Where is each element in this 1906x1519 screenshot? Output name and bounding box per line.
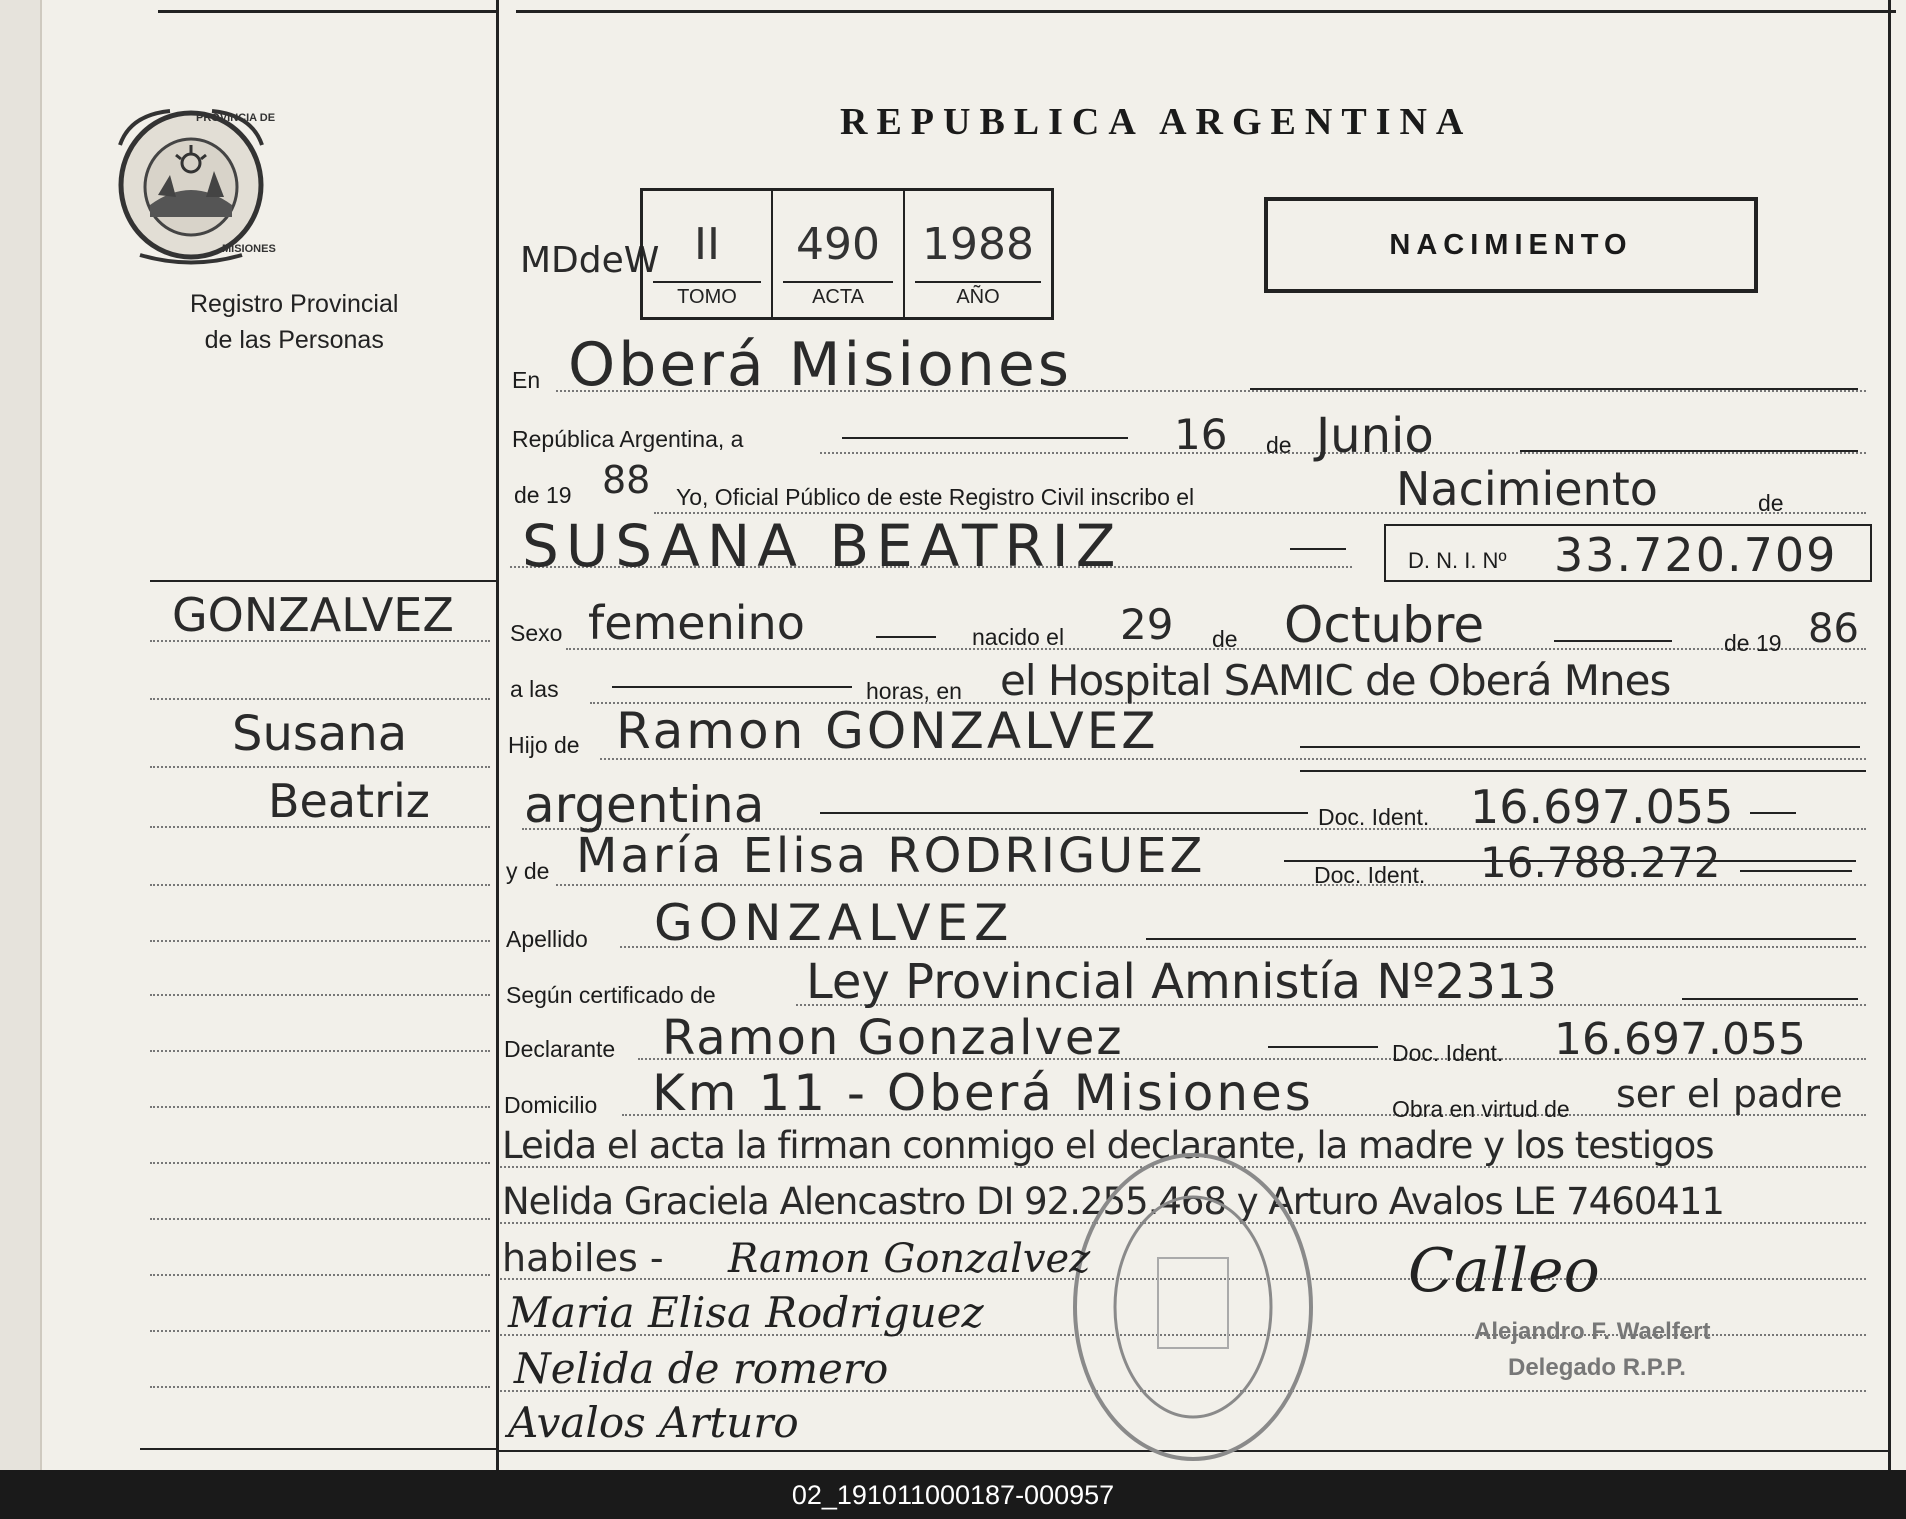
event-value: Nacimiento — [1396, 462, 1658, 516]
signature-mother: Maria Elisa Rodriguez — [508, 1288, 984, 1337]
signature-witness-2: Avalos Arturo — [508, 1398, 799, 1447]
doc-label-1: Doc. Ident. — [1318, 804, 1430, 830]
signature-witness-1: Nelida de romero — [514, 1344, 889, 1393]
declarante-value: Ramon Gonzalvez — [662, 1010, 1124, 1066]
margin-surname: GONZALVEZ — [172, 588, 454, 642]
signature-official: Calleo — [1408, 1236, 1600, 1306]
en-label: En — [512, 367, 541, 393]
note-line-2: Nelida Graciela Alencastro DI 92.255.468 y Arturo Avalos LE 7460411 — [502, 1180, 1724, 1223]
margin-given-2: Beatriz — [268, 774, 430, 828]
column-divider — [496, 0, 499, 1470]
father-value: Ramon GONZALVEZ — [616, 702, 1159, 760]
official-title: Delegado R.P.P. — [1508, 1354, 1686, 1381]
acta-value: 490 — [796, 219, 880, 270]
day-value: 16 — [1174, 410, 1228, 459]
name-value: SUSANA BEATRIZ — [522, 512, 1123, 580]
obra-label: Obra en virtud de — [1392, 1096, 1570, 1122]
dni-label: D. N. I. Nº — [1408, 548, 1507, 573]
note-line-1: Leida el acta la firman conmigo el declarante, la madre y los testigos — [502, 1124, 1714, 1167]
apellido-label: Apellido — [506, 926, 588, 952]
en-value: Oberá Misiones — [568, 330, 1073, 400]
year-prefix: de 19 — [514, 482, 572, 508]
tomo-label: TOMO — [677, 286, 737, 308]
anio-label: AÑO — [956, 286, 1000, 308]
place-value: el Hospital SAMIC de Oberá Mnes — [1000, 656, 1671, 705]
de3-label: de — [1212, 626, 1238, 652]
seal-text-top: PROVINCIA DE — [196, 112, 276, 124]
a-las-label: a las — [510, 676, 559, 702]
birth-month: Octubre — [1284, 596, 1485, 654]
yde-label: y de — [506, 858, 550, 884]
margin-bottom-rule — [140, 1448, 496, 1450]
registry-stamp-icon — [1068, 1148, 1318, 1466]
top-rule-left — [158, 10, 496, 13]
mother-value: María Elisa RODRIGUEZ — [576, 828, 1206, 884]
binding-margin — [0, 0, 42, 1470]
sexo-value: femenino — [588, 596, 805, 650]
right-border — [1888, 0, 1891, 1470]
anio-cell — [905, 191, 1051, 317]
de19-label: de 19 — [1724, 630, 1782, 656]
segun-value: Ley Provincial Amnistía Nº2313 — [806, 954, 1558, 1010]
tomo-value: II — [694, 219, 720, 270]
signature-father: Ramon Gonzalvez — [728, 1236, 1091, 1282]
country-title: REPUBLICA ARGENTINA — [840, 101, 1473, 143]
month-value: Junio — [1316, 408, 1434, 464]
margin-top-rule — [150, 580, 496, 582]
seal-text-bottom: MISIONES — [222, 243, 276, 255]
scan-id-footer: 02_191011000187-000957 — [791, 1480, 1115, 1510]
note-line-3: habiles - — [502, 1236, 664, 1280]
yo-label: Yo, Oficial Público de este Registro Civil inscribo el — [676, 484, 1195, 510]
dni-value: 33.720.709 — [1554, 528, 1838, 582]
segun-label: Según certificado de — [506, 982, 716, 1008]
acta-cell — [773, 191, 905, 317]
obra-value: ser el padre — [1616, 1072, 1843, 1116]
year-suffix: 88 — [602, 458, 651, 502]
doc-label-3: Doc. Ident. — [1392, 1040, 1504, 1066]
nacido-label: nacido el — [972, 624, 1065, 650]
top-rule-right — [516, 10, 1896, 13]
horas-label: horas, en — [866, 678, 962, 704]
registry-name: Registro Provincial de las Personas — [190, 290, 399, 354]
mother-doc: 16.788.272 — [1480, 838, 1721, 887]
father-nationality: argentina — [524, 776, 765, 834]
anio-value: 1988 — [922, 219, 1034, 270]
official-name: Alejandro F. Waelfert — [1474, 1318, 1711, 1345]
birth-year-suffix: 86 — [1808, 606, 1859, 652]
rep-label: República Argentina, a — [512, 426, 744, 452]
father-doc: 16.697.055 — [1470, 780, 1734, 834]
declarante-label: Declarante — [504, 1036, 616, 1062]
declarante-doc: 16.697.055 — [1554, 1014, 1806, 1065]
margin-given-1: Susana — [232, 706, 408, 762]
handwritten-prefix: MDdeW — [520, 240, 660, 281]
birth-day: 29 — [1120, 600, 1174, 649]
doc-label-2: Doc. Ident. — [1314, 862, 1426, 888]
provincial-seal-icon — [110, 105, 272, 265]
apellido-value: GONZALVEZ — [654, 894, 1015, 952]
dni-box — [1384, 524, 1872, 582]
de2-label: de — [1758, 490, 1784, 516]
sexo-label: Sexo — [510, 620, 563, 646]
domicilio-label: Domicilio — [504, 1092, 598, 1118]
de-label: de — [1266, 432, 1292, 458]
record-type-box: NACIMIENTO — [1264, 197, 1758, 293]
domicilio-value: Km 11 - Oberá Misiones — [652, 1064, 1314, 1122]
hijo-label: Hijo de — [508, 732, 580, 758]
tomo-cell — [643, 191, 773, 317]
registration-box — [640, 188, 1054, 320]
acta-label: ACTA — [812, 286, 864, 308]
